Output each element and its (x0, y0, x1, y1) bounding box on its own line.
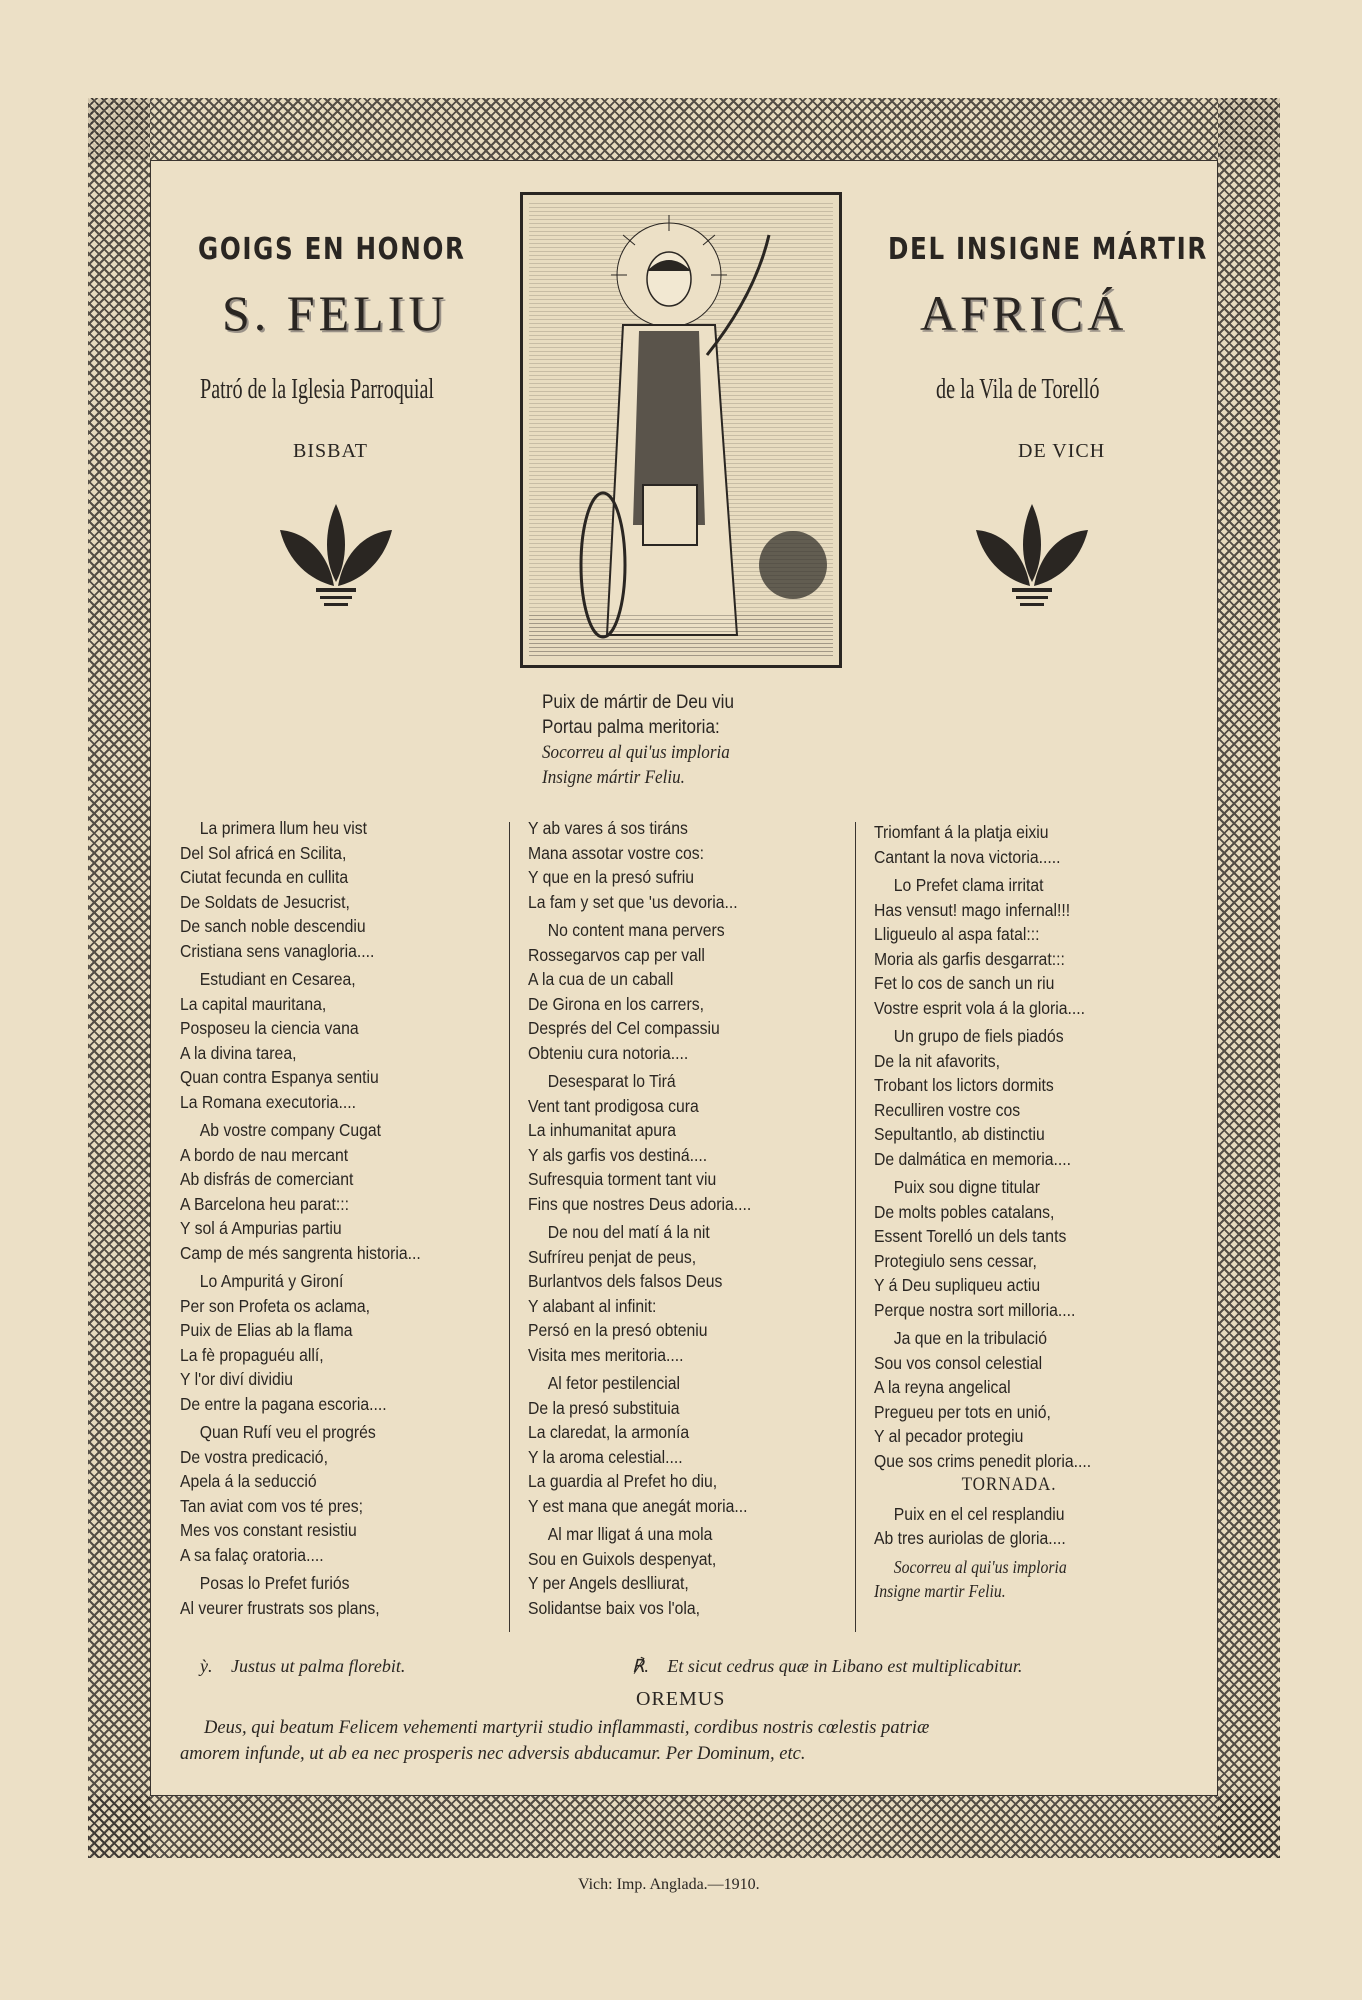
ornamental-border-top (88, 98, 1280, 160)
verse-line: Triomfant á la platja eixiu (874, 822, 1049, 842)
saint-name-left: S. FELIU (222, 285, 449, 341)
verse-line: Y sol á Ampurias partiu (180, 1218, 342, 1238)
verse-line: La primera llum heu vist (199, 818, 368, 838)
verse-line: Sou en Guixols despenyat, (528, 1548, 717, 1569)
verse-line: Un grupo de fiels piadós (893, 1026, 1064, 1046)
verse-line: Per son Profeta os aclama, (180, 1295, 370, 1316)
verse-line: A la divina tarea, (180, 1042, 297, 1063)
verse-line: Quan Rufí veu el progrés (199, 1422, 376, 1442)
refrain-line: Socorreu al qui'us imploria (542, 742, 730, 763)
verse-line: Y l'or diví dividiu (180, 1369, 294, 1389)
verse-line: Trobant los lictors dormits (874, 1075, 1054, 1095)
prayer-line-1: Deus, qui beatum Felicem vehementi martyrii studio inflammasti, cordibus nostris cœlestis patriæ (204, 1718, 930, 1738)
verse-line: Fins que nostres Deus adoria.... (528, 1193, 752, 1214)
verse-line: De nou del matí á la nit (547, 1222, 710, 1242)
verse-line: Ja que en la tribulació (893, 1328, 1048, 1348)
response (632, 1656, 1022, 1677)
verse-line: Reculliren vostre cos (874, 1099, 1021, 1120)
verse-line: Apela á la seducció (180, 1471, 317, 1491)
column-divider (855, 822, 856, 1632)
verse-line: Sepultantlo, ab distinctiu (874, 1124, 1045, 1144)
verse-line: De la presó substituia (528, 1397, 680, 1418)
verse-line: Al mar lligat á una mola (547, 1524, 713, 1544)
prayer-line-2: amorem infunde, ut ab ea nec prosperis nec adversis abducamur. Per Dominum, etc. (180, 1744, 806, 1764)
verse-line: Vent tant prodigosa cura (528, 1095, 699, 1116)
verse-line: Puix sou digne titular (893, 1177, 1041, 1197)
verse-line: Lligueulo al aspa fatal::: (874, 924, 1040, 944)
verse-line: Y al pecador protegiu (874, 1426, 1024, 1446)
saint-portrait-engraving (520, 192, 842, 668)
oremus-heading: OREMUS (636, 1688, 726, 1710)
verse-line: Puix en el cel resplandiu (893, 1503, 1065, 1524)
verse-line: Ab tres auriolas de gloria.... (874, 1528, 1066, 1548)
verse-line: La claredat, la armonía (528, 1422, 690, 1442)
verse-line: No content mana pervers (547, 920, 725, 940)
versicle (200, 1656, 405, 1677)
response-symbol: ℟. (632, 1656, 649, 1676)
verse-line: La fam y set que 'us devoria... (528, 891, 738, 912)
verse-line: A bordo de nau mercant (180, 1144, 349, 1165)
saint-figure-icon (523, 195, 839, 665)
verse-line: La guardia al Prefet ho diu, (528, 1471, 718, 1491)
verse-line: Pregueu per tots en unió, (874, 1401, 1051, 1422)
verse-line: Perque nostra sort milloria.... (874, 1299, 1076, 1320)
verse-line: Y per Angels deslliurat, (528, 1573, 689, 1593)
diocese-right: DE VICH (1018, 440, 1106, 462)
verse-line: Que sos crims penedit ploria.... (874, 1450, 1092, 1471)
verse-line: Socorreu al qui'us imploria (893, 1556, 1067, 1577)
saint-name-right: AFRICÁ (920, 285, 1128, 341)
verse-line: Y la aroma celestial.... (528, 1446, 683, 1467)
verse-line: De molts pobles catalans, (874, 1201, 1055, 1222)
verse-line: Has vensut! mago infernal!!! (874, 899, 1071, 920)
verse-line: Lo Prefet clama irritat (893, 875, 1044, 895)
versicle-text: Justus ut palma florebit. (231, 1656, 406, 1676)
ornamental-border-bottom (88, 1796, 1280, 1858)
verse-line: A la cua de un caball (528, 969, 674, 989)
verse-line: Camp de més sangrenta historia... (180, 1242, 421, 1263)
heading-right: DEL INSIGNE MÁRTIR (888, 232, 1208, 267)
verse-line: Al fetor pestilencial (547, 1373, 681, 1393)
verse-line: TORNADA. (961, 1474, 1057, 1495)
response-text: Et sicut cedrus quæ in Libano est multiplicabitur. (667, 1656, 1023, 1676)
verse-line: Visita mes meritoria.... (528, 1344, 684, 1365)
verse-line: La fè propaguéu allí, (180, 1344, 324, 1365)
verse-line: Quan contra Espanya sentiu (180, 1067, 379, 1087)
verse-line: De sanch noble descendiu (180, 916, 366, 936)
verse-line: Solidantse baix vos l'ola, (528, 1597, 700, 1618)
verse-line: De Soldats de Jesucrist, (180, 891, 350, 912)
verse-line: Sufresquia torment tant viu (528, 1169, 717, 1189)
verse-line: La inhumanitat apura (528, 1120, 676, 1140)
verse-line: A Barcelona heu parat::: (180, 1193, 350, 1214)
verse-line: Y que en la presó sufriu (528, 867, 695, 887)
verse-line: Y alabant al infinit: (528, 1295, 657, 1316)
verse-line: Ab disfrás de comerciant (180, 1169, 354, 1189)
verse-line: De la nit afavorits, (874, 1050, 1001, 1071)
verse-line: Lo Ampuritá y Gironí (199, 1271, 344, 1291)
verse-line: Puix de Elias ab la flama (180, 1320, 353, 1340)
verse-line: De vostra predicació, (180, 1446, 328, 1467)
verse-line: Protegiulo sens cessar, (874, 1250, 1037, 1271)
verse-line: Cristiana sens vanagloria.... (180, 940, 375, 961)
verse-line: Moria als garfis desgarrat::: (874, 948, 1065, 969)
verse-line: Desesparat lo Tirá (547, 1071, 676, 1091)
verse-line: A la reyna angelical (874, 1377, 1011, 1397)
verse-line: Fet lo cos de sanch un riu (874, 973, 1055, 993)
ornamental-border-left (88, 98, 150, 1858)
refrain-line: Portau palma meritoria: (542, 717, 720, 738)
verse-line: Posas lo Prefet furiós (199, 1573, 350, 1593)
refrain-line: Insigne mártir Feliu. (542, 767, 685, 788)
verse-line: Y als garfis vos destiná.... (528, 1144, 708, 1165)
verse-line: Persó en la presó obteniu (528, 1320, 708, 1340)
verse-line: Insigne martir Feliu. (874, 1581, 1006, 1601)
verse-line: Y á Deu supliqueu actiu (874, 1275, 1041, 1295)
verse-line: Mana assotar vostre cos: (528, 842, 704, 863)
verse-line: Essent Torelló un dels tants (874, 1226, 1067, 1246)
refrain (542, 690, 734, 790)
verse-line: Al veurer frustrats sos plans, (180, 1597, 380, 1618)
verse-line: Ciutat fecunda en cullita (180, 867, 349, 887)
verse-line: De Girona en los carrers, (528, 993, 704, 1014)
verse-line: Sufríreu penjat de peus, (528, 1246, 697, 1267)
verse-line: Rossegarvos cap per vall (528, 944, 705, 965)
verse-line: De entre la pagana escoria.... (180, 1393, 387, 1414)
verse-line: A sa falaç oratoria.... (180, 1544, 324, 1565)
verse-line: Estudiant en Cesarea, (199, 969, 356, 989)
verse-line: De dalmática en memoria.... (874, 1148, 1071, 1169)
verse-line: La capital mauritana, (180, 993, 327, 1014)
verse-line: Vostre esprit vola á la gloria.... (874, 997, 1085, 1018)
verse-line: Tan aviat com vos té pres; (180, 1495, 363, 1516)
column-divider (509, 822, 510, 1632)
subtitle-right: de la Vila de Torelló (936, 374, 1100, 405)
verse-line: Sou vos consol celestial (874, 1352, 1043, 1373)
verse-line: Obteniu cura notoria.... (528, 1042, 689, 1063)
refrain-line: Puix de mártir de Deu viu (542, 692, 734, 713)
verse-line: Burlantvos dels falsos Deus (528, 1271, 723, 1291)
verse-line: Cantant la nova victoria..... (874, 846, 1061, 867)
imprint: Vich: Imp. Anglada.—1910. (578, 1876, 760, 1893)
heading-left: GOIGS EN HONOR (198, 232, 466, 267)
verse-line: Y est mana que anegát moria... (528, 1495, 748, 1516)
verse-column-1 (180, 816, 421, 1620)
subtitle-left: Patró de la Iglesia Parroquial (200, 374, 435, 405)
verse-line: Y ab vares á sos tiráns (528, 818, 688, 838)
versicle-symbol: ỳ. (200, 1656, 213, 1676)
ornamental-border-right (1218, 98, 1280, 1858)
verse-line: Del Sol africá en Scilita, (180, 842, 347, 863)
leaf-ornament-left-icon (276, 500, 396, 618)
verse-line: Mes vos constant resistiu (180, 1520, 357, 1540)
verse-column-2 (528, 816, 751, 1620)
diocese-left: BISBAT (293, 440, 368, 462)
verse-line: Ab vostre company Cugat (199, 1120, 382, 1140)
verse-line: La Romana executoria.... (180, 1091, 356, 1112)
verse-line: Després del Cel compassiu (528, 1018, 720, 1038)
verse-column-3 (874, 820, 1144, 1604)
verse-line: Posposeu la ciencia vana (180, 1018, 359, 1038)
leaf-ornament-right-icon (972, 500, 1092, 618)
